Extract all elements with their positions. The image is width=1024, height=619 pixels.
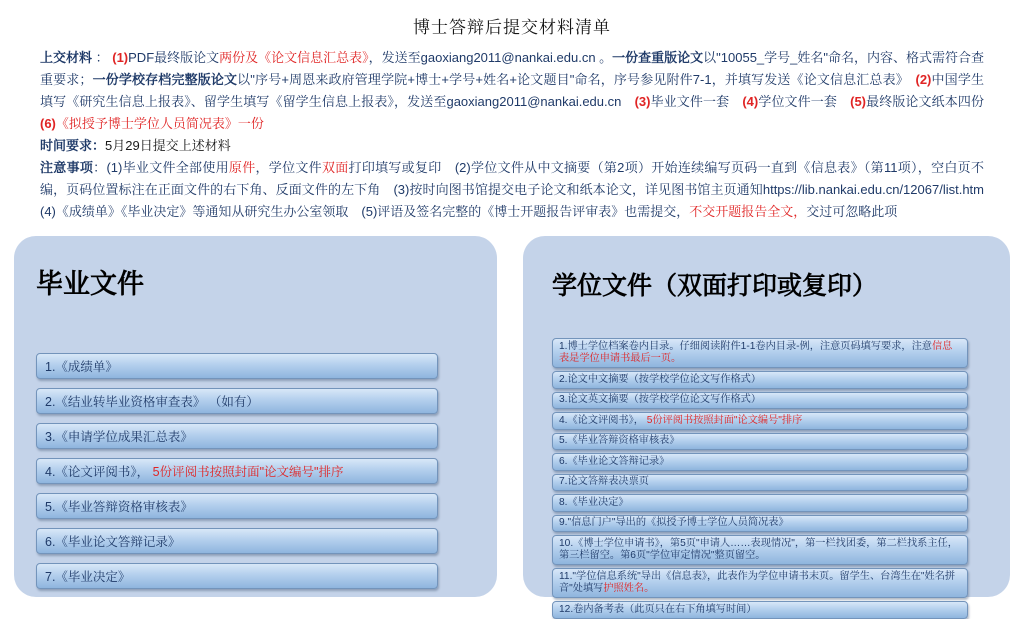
text-segment: 1.博士学位档案卷内目录。仔细阅读附件1-1卷内目录-例，注意页码填写要求，注意 [559,340,932,352]
text-segment: ，发送至gaoxiang2011@nankai.edu.cn 。 [368,50,613,65]
text-segment: 7.《毕业决定》 [45,570,131,584]
text-segment: PDF最终版论文 [128,50,220,65]
document-list-item [552,453,968,471]
text-segment: 交过可忽略此项 [806,204,898,219]
text-segment: 护照姓名。 [603,583,655,594]
text-segment: 双面 [321,160,349,175]
document-list-item [552,371,968,389]
paragraph-notes [40,157,998,223]
document-list-item [36,563,438,589]
text-segment: 不交开题报告全文， [689,204,807,219]
text-segment: 4.《论文评阅书》， [45,465,153,479]
text-segment: 2.论文中文摘要（按学校学位论文写作格式） [559,373,762,385]
text-segment: 8.《毕业决定》 [559,496,629,508]
text-segment: 1.《成绩单》 [45,360,118,374]
text-segment: ： [92,50,113,65]
document-list-item [552,535,968,565]
text-segment: 4.《论文评阅书》， [559,414,647,426]
text-segment: 12.卷内备考表（此页只在右下角填写时间） [559,603,757,615]
text-segment: 6.《毕业论文答辩记录》 [559,455,670,467]
text-segment: 一份学校存档完整版论文 [92,72,238,87]
text-segment: (5) [850,94,866,109]
text-segment: 毕业文件一套 [650,94,743,109]
document-list-item [552,515,968,533]
intro-text-block [40,47,998,223]
text-segment: 《拟授予博士学位人员简况表》一份 [55,116,264,131]
text-segment: (1) [112,50,129,65]
document-list-item [552,474,968,492]
text-segment: 11."学位信息系统"导出《信息表》，此表作为学位申请书末页。留学生、台湾生在"姓名拼音"处填写 [559,570,956,594]
document-list-item [36,458,438,484]
graduation-items-list [36,353,438,589]
text-segment: 5份评阅书按照封面"论文编号"排序 [646,414,803,426]
panel-graduation-documents [14,236,497,597]
document-list-item [552,392,968,410]
document-list-item [552,601,968,619]
text-segment: 最终版论文纸本四份 [866,94,997,109]
text-segment: 注意事项 [40,160,94,175]
degree-panel-title: 学位文件（双面打印或复印） [552,272,878,300]
text-segment: ： [92,138,106,153]
text-segment: 一份查重版论文 [612,50,704,65]
text-segment: 时间要求 [40,138,93,153]
text-segment: 打印填写或复印 (2)学位文件从中文摘要（第2项）开始连续编写页码一直到《信息表》（第11项），空白页不编，页码位置标注在正面文件的右下角、反面文件的左下角 (3)按时向图书馆提交电子论文和纸本论文，详见图书馆主页通知https://lib.nankai.edu.cn/12067/list.htm (4)《成绩单》《毕业决定》等通知从研究生办公室领取 (5)评语及签名完整的《博士开题报告评审表》也需提交， [40,160,998,219]
document-list-item [36,493,438,519]
text-segment: 以"序号+周恩来政府管理学院+博士+学号+姓名+论文题目"命名，序号参见附件7-1，并填写发送《论文信息汇总表》 [237,72,916,87]
text-segment: 10.《博士学位申请书》，第5页"申请人……表现情况"，第一栏找团委，第二栏找系主任，第三栏留空。第6页"学位审定情况"整页留空。 [559,537,958,561]
document-list-item [36,528,438,554]
text-segment: ，学位文件 [255,160,322,175]
text-segment: ：(1)毕业文件全部使用 [93,160,229,175]
document-list-item [552,494,968,512]
text-segment: 原件 [228,160,256,175]
text-segment: 以"10055_学号_姓名"命名，内容、格式需符合查重要求； [40,50,985,87]
text-segment: 2.《结业转毕业资格审查表》 （如有） [45,395,259,409]
degree-items-list [552,338,968,619]
document-list-item [36,423,438,449]
document-list-item [36,388,438,414]
text-segment: 5月29日提交上述材料 [105,138,231,153]
text-segment: 学位文件一套 [758,94,851,109]
document-page [0,13,1024,615]
document-list-item [552,433,968,451]
document-list-item [552,568,968,598]
page-title: 博士答辩后提交材料清单 [413,18,611,37]
text-segment: 信息表是学位申请书最后一页。 [559,340,953,364]
text-segment: (3) [634,94,651,109]
text-segment: (2) [915,72,932,87]
document-list-item [552,412,968,430]
panels-container [14,236,1010,615]
text-segment: 3.论文英文摘要（按学校学位论文写作格式） [559,394,762,405]
text-segment: 6.《毕业论文答辩记录》 [45,535,181,549]
graduation-panel-title: 毕业文件 [36,269,144,299]
text-segment: 上交材料 [40,50,93,65]
paragraph-submission-materials [40,47,997,135]
document-list-item [552,338,968,368]
paragraph-time-requirement [40,135,984,157]
text-segment: 中国学生填写《研究生信息上报表》、留学生填写《留学生信息上报表》，发送至gaoxiang2011@nankai.edu.cn [40,72,984,109]
text-segment: 7.论文答辩表决票页 [559,476,649,487]
text-segment: 5.《毕业答辩资格审核表》 [45,500,193,514]
text-segment: 9."信息门户"导出的《拟授予博士学位人员简况表》 [559,517,789,528]
text-segment: 3.《申请学位成果汇总表》 [45,430,193,444]
text-segment: 5.《毕业答辩资格审核表》 [559,435,680,446]
text-segment: 两份及《论文信息汇总表》 [219,50,369,65]
document-list-item [36,353,438,379]
text-segment: (6) [40,116,56,131]
text-segment: (4) [742,94,759,109]
text-segment: 5份评阅书按照封面"论文编号"排序 [152,465,344,479]
panel-degree-documents [523,236,1010,615]
